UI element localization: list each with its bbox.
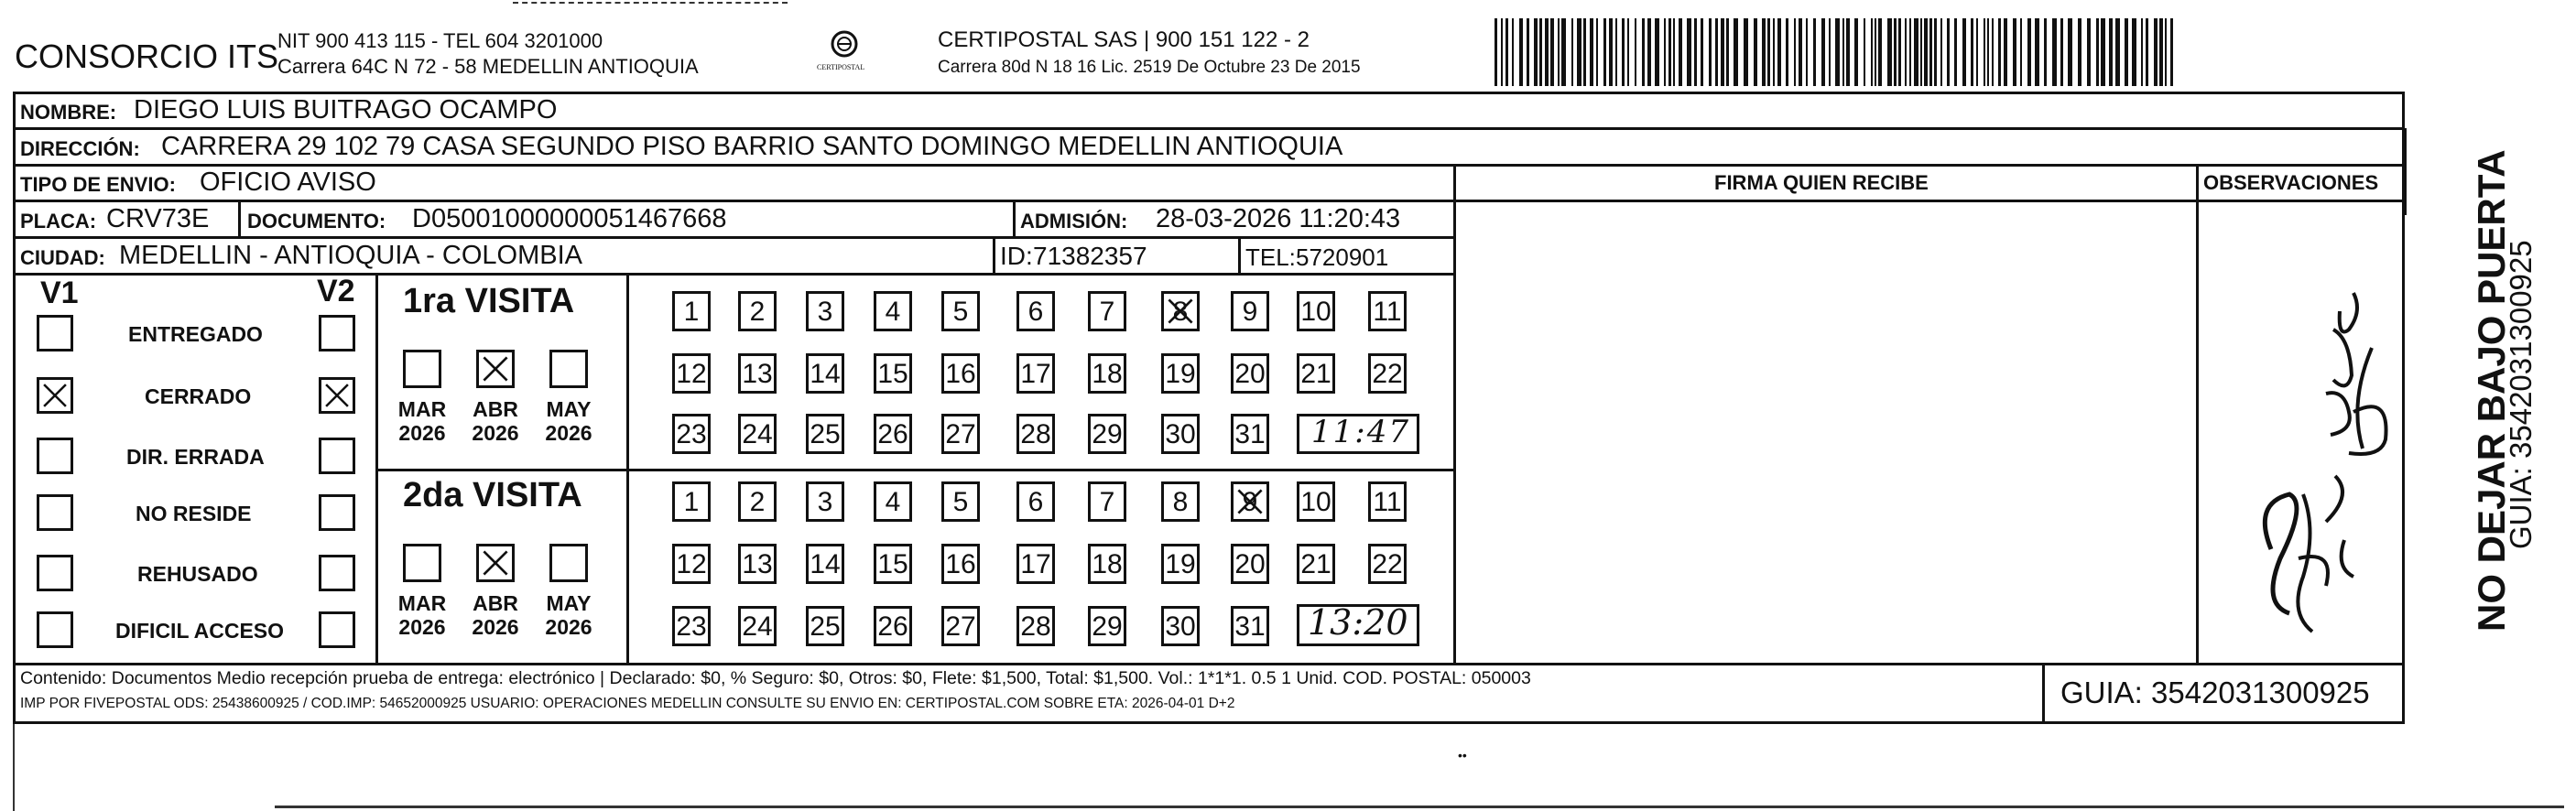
day-cell[interactable]: 28 — [1016, 606, 1055, 646]
day-cell[interactable]: 17 — [1016, 353, 1055, 394]
day-cell[interactable]: 18 — [1088, 544, 1126, 584]
footer-contenido: Contenido: Documentos Medio recepción prueba de entrega: electrónico | Declarado: $0, % Seguro: $0, Otros: $0, Flete: $1,500, Total: $1,500. Vol.: 1*1*1. 0.5 1 Unid. COD. POSTAL: 050003 — [20, 668, 1531, 688]
month-caption — [540, 591, 597, 640]
nombre-value: DIEGO LUIS BUITRAGO OCAMPO — [134, 95, 558, 124]
day-cell[interactable]: 28 — [1016, 414, 1055, 454]
day-cell[interactable]: 21 — [1297, 544, 1335, 584]
day-cell[interactable]: 7 — [1088, 291, 1126, 331]
status-v1-checkbox[interactable] — [37, 611, 73, 648]
v1-label: V1 — [40, 276, 79, 310]
month-label: ABR — [473, 397, 518, 421]
status-v1-checkbox[interactable] — [37, 377, 73, 414]
status-v2-checkbox[interactable] — [319, 377, 355, 414]
ciudad-value: MEDELLIN - ANTIOQUIA - COLOMBIA — [119, 241, 582, 270]
tipo-label: TIPO DE ENVIO: — [20, 173, 176, 196]
tel-value: 5720901 — [1296, 243, 1389, 271]
year-label: 2026 — [545, 421, 592, 446]
direccion-value: CARRERA 29 102 79 CASA SEGUNDO PISO BARRIO SANTO DOMINGO MEDELLIN ANTIOQUIA — [161, 132, 1343, 161]
status-label: NO RESIDE — [136, 502, 252, 525]
day-cell[interactable]: 5 — [941, 291, 980, 331]
day-cell[interactable]: 9 — [1231, 481, 1269, 522]
placa-label: PLACA: — [20, 210, 97, 232]
day-cell[interactable]: 19 — [1161, 544, 1200, 584]
day-cell[interactable]: 15 — [874, 353, 912, 394]
day-cell[interactable]: 7 — [1088, 481, 1126, 522]
id-value: 71382357 — [1033, 242, 1147, 270]
day-cell[interactable]: 31 — [1231, 414, 1269, 454]
day-cell[interactable]: 14 — [806, 544, 844, 584]
status-label: DIFICIL ACCESO — [115, 619, 285, 643]
month-label: MAR — [397, 591, 447, 615]
day-cell[interactable]: 3 — [806, 291, 844, 331]
tel-label: TEL: — [1245, 243, 1296, 271]
day-cell[interactable]: 4 — [874, 291, 912, 331]
day-cell[interactable]: 9 — [1231, 291, 1269, 331]
day-cell[interactable]: 30 — [1161, 606, 1200, 646]
carrier-name: CERTIPOSTAL SAS | 900 151 122 - 2 — [938, 27, 1310, 52]
firma-divider — [1453, 164, 1456, 663]
year-label: 2026 — [472, 421, 519, 446]
year-label: 2026 — [472, 615, 519, 640]
day-cell[interactable]: 11 — [1368, 291, 1407, 331]
day-cell[interactable]: 23 — [672, 414, 711, 454]
day-cell[interactable]: 12 — [672, 544, 711, 584]
status-v2-checkbox[interactable] — [319, 438, 355, 474]
documento-label: DOCUMENTO: — [247, 210, 386, 232]
day-cell[interactable]: 6 — [1016, 481, 1055, 522]
first-time-value: 11:47 — [1311, 414, 1410, 450]
day-cell[interactable]: 17 — [1016, 544, 1055, 584]
day-cell[interactable]: 8 — [1161, 291, 1200, 331]
day-cell[interactable]: 22 — [1368, 544, 1407, 584]
day-cell[interactable]: 1 — [672, 291, 711, 331]
row-line-1 — [13, 127, 2405, 130]
status-v1-checkbox[interactable] — [37, 315, 73, 351]
footer-imp: IMP POR FIVEPOSTAL ODS: 25438600925 / COD.IMP: 54652000925 USUARIO: OPERACIONES MEDELLIN CONSULTE SU ENVIO EN: CERTIPOSTAL.COM SOBRE ETA: 2026-04-01 D+2 — [20, 696, 1235, 711]
month-caption — [394, 591, 451, 640]
page-edge-left — [13, 724, 15, 811]
month-checkbox[interactable] — [403, 544, 441, 582]
placa-divider — [238, 200, 241, 236]
company-name: CONSORCIO ITS — [15, 38, 279, 75]
day-cell[interactable]: 3 — [806, 481, 844, 522]
month-caption — [540, 397, 597, 446]
day-cell[interactable]: 2 — [738, 291, 777, 331]
day-cell[interactable]: 25 — [806, 606, 844, 646]
month-caption — [467, 591, 524, 640]
carrier-license: Carrera 80d N 18 16 Lic. 2519 De Octubre 23 De 2015 — [938, 58, 1361, 77]
day-cell[interactable]: 12 — [672, 353, 711, 394]
month-checkbox[interactable] — [549, 350, 588, 388]
month-label: ABR — [473, 591, 518, 615]
side-guia: GUIA: 3542031300925 — [2504, 240, 2538, 549]
day-cell[interactable]: 6 — [1016, 291, 1055, 331]
day-cell[interactable]: 16 — [941, 353, 980, 394]
company-address: Carrera 64C N 72 - 58 MEDELLIN ANTIOQUIA — [277, 55, 699, 78]
obs-divider — [2196, 164, 2199, 663]
day-cell[interactable]: 29 — [1088, 606, 1126, 646]
day-cell[interactable]: 29 — [1088, 414, 1126, 454]
row-line-2 — [13, 164, 2405, 167]
day-cell[interactable]: 24 — [738, 414, 777, 454]
day-cell[interactable]: 26 — [874, 414, 912, 454]
day-cell[interactable]: 16 — [941, 544, 980, 584]
day-cell[interactable]: 19 — [1161, 353, 1200, 394]
tel-divider — [1238, 236, 1241, 273]
visit-split-line — [375, 469, 1453, 471]
firma-label: FIRMA QUIEN RECIBE — [1714, 171, 1929, 194]
day-cell[interactable]: 10 — [1297, 481, 1335, 522]
month-divider — [626, 273, 629, 663]
direccion-label: DIRECCIÓN: — [20, 137, 140, 160]
footer-guia: GUIA: 3542031300925 — [2060, 676, 2370, 709]
row-line-5 — [13, 273, 1454, 276]
tipo-value: OFICIO AVISO — [200, 168, 376, 197]
status-label: CERRADO — [145, 384, 252, 408]
month-checkbox[interactable] — [403, 350, 441, 388]
row-line-3 — [13, 200, 2405, 202]
month-checkbox[interactable] — [476, 350, 515, 388]
month-label: MAR — [397, 397, 447, 421]
day-cell[interactable]: 21 — [1297, 353, 1335, 394]
day-cell[interactable]: 2 — [738, 481, 777, 522]
v2-label: V2 — [317, 274, 355, 308]
month-caption — [394, 397, 451, 446]
status-label: ENTREGADO — [128, 322, 263, 346]
status-v2-checkbox[interactable] — [319, 315, 355, 351]
second-time-value: 13:20 — [1308, 602, 1408, 643]
day-cell[interactable]: 23 — [672, 606, 711, 646]
day-cell[interactable]: 31 — [1231, 606, 1269, 646]
status-v2-checkbox[interactable] — [319, 611, 355, 648]
day-cell[interactable]: 13 — [738, 544, 777, 584]
month-label: MAY — [546, 591, 592, 615]
top-dash — [513, 2, 788, 4]
day-cell[interactable]: 13 — [738, 353, 777, 394]
day-cell[interactable]: 20 — [1231, 544, 1269, 584]
day-cell[interactable]: 27 — [941, 414, 980, 454]
footer-guia-divider — [2042, 663, 2045, 724]
documento-divider — [1013, 200, 1016, 236]
day-cell[interactable]: 27 — [941, 606, 980, 646]
day-cell[interactable]: 5 — [941, 481, 980, 522]
day-cell[interactable]: 26 — [874, 606, 912, 646]
day-cell[interactable]: 30 — [1161, 414, 1200, 454]
status-v2-checkbox[interactable] — [319, 555, 355, 591]
status-v1-checkbox[interactable] — [37, 494, 73, 531]
day-cell[interactable]: 11 — [1368, 481, 1407, 522]
year-label: 2026 — [398, 421, 446, 446]
day-cell[interactable]: 15 — [874, 544, 912, 584]
logo-caption: CERTIPOSTAL — [817, 63, 865, 71]
handwritten-signature — [2216, 275, 2399, 659]
day-cell[interactable]: 18 — [1088, 353, 1126, 394]
admision-value: 28-03-2026 11:20:43 — [1156, 204, 1401, 233]
barcode — [1495, 18, 2176, 86]
nombre-label: NOMBRE: — [20, 101, 117, 124]
footer-line — [13, 663, 2405, 665]
id-label: ID: — [1000, 242, 1033, 270]
company-nit: NIT 900 413 115 - TEL 604 3201000 — [277, 29, 603, 52]
day-cell[interactable]: 10 — [1297, 291, 1335, 331]
scan-speck: •• — [1458, 748, 1467, 762]
status-v1-checkbox[interactable] — [37, 438, 73, 474]
status-label: DIR. ERRADA — [126, 445, 265, 469]
month-label: MAY — [546, 397, 592, 421]
admision-label: ADMISIÓN: — [1020, 210, 1128, 232]
month-caption — [467, 397, 524, 446]
certipostal-logo — [817, 29, 872, 75]
month-checkbox[interactable] — [476, 544, 515, 582]
day-cell[interactable]: 25 — [806, 414, 844, 454]
documento-value: D05001000000051467668 — [412, 204, 727, 233]
year-label: 2026 — [398, 615, 446, 640]
ciudad-label: CIUDAD: — [20, 246, 105, 269]
page-bottom-line — [275, 806, 2564, 808]
status-v2-checkbox[interactable] — [319, 494, 355, 531]
month-checkbox[interactable] — [549, 544, 588, 582]
day-cell[interactable]: 22 — [1368, 353, 1407, 394]
status-v1-checkbox[interactable] — [37, 555, 73, 591]
first-visit-title: 1ra VISITA — [403, 282, 575, 320]
day-cell[interactable]: 1 — [672, 481, 711, 522]
id-divider — [993, 236, 995, 273]
day-cell[interactable]: 20 — [1231, 353, 1269, 394]
day-cell[interactable]: 8 — [1161, 481, 1200, 522]
placa-value: CRV73E — [106, 204, 210, 233]
day-cell[interactable]: 24 — [738, 606, 777, 646]
no-dejar-warning: NO DEJAR BAJO PUERTA — [2470, 149, 2513, 632]
day-cell[interactable]: 14 — [806, 353, 844, 394]
status-divider — [375, 273, 378, 663]
year-label: 2026 — [545, 615, 592, 640]
status-label: REHUSADO — [137, 562, 258, 586]
second-visit-title: 2da VISITA — [403, 476, 582, 514]
day-cell[interactable]: 4 — [874, 481, 912, 522]
observaciones-label: OBSERVACIONES — [2203, 171, 2379, 194]
